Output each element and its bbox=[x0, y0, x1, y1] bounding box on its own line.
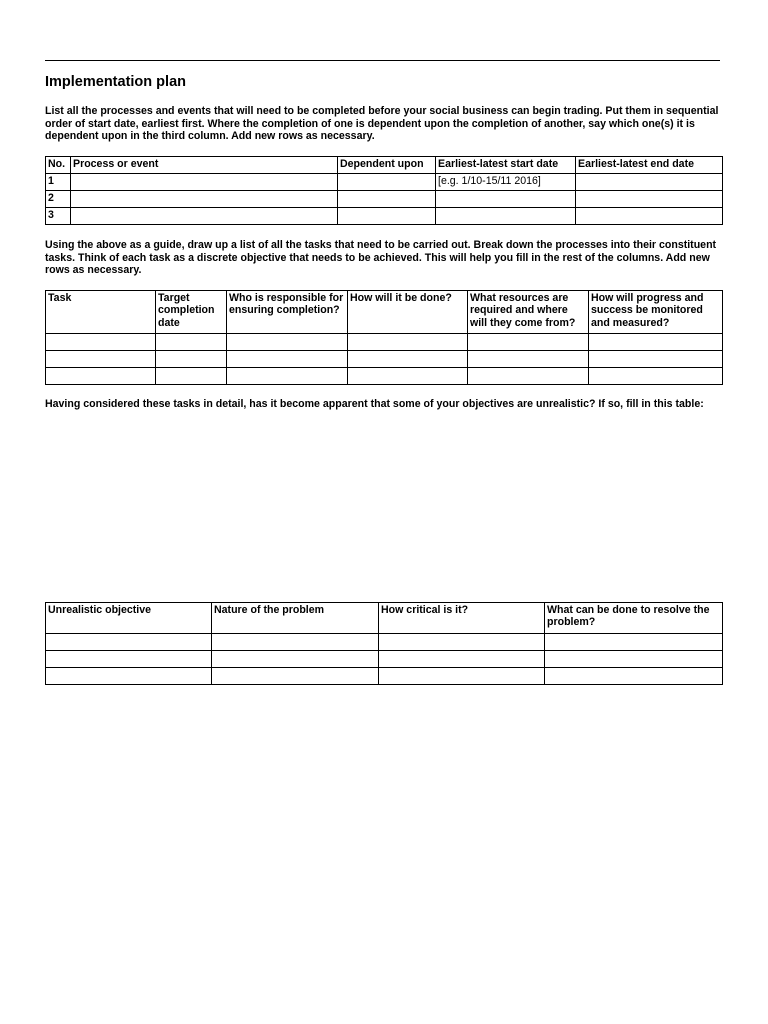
start-date-cell[interactable] bbox=[436, 191, 576, 208]
task-cell[interactable] bbox=[46, 351, 156, 368]
start-date-cell[interactable]: [e.g. 1/10-15/11 2016] bbox=[436, 174, 576, 191]
table-row bbox=[46, 191, 723, 208]
header-process-or-event: Process or event bbox=[71, 157, 338, 174]
table-row bbox=[46, 651, 723, 668]
objective-cell[interactable] bbox=[46, 651, 212, 668]
header-how-critical: How critical is it? bbox=[379, 603, 545, 634]
process-cell[interactable] bbox=[71, 174, 338, 191]
header-responsible: Who is responsible for ensuring completion? bbox=[227, 291, 348, 334]
monitoring-cell[interactable] bbox=[589, 351, 723, 368]
header-dependent-upon: Dependent upon bbox=[338, 157, 436, 174]
monitoring-cell[interactable] bbox=[589, 368, 723, 385]
end-date-cell[interactable] bbox=[576, 208, 723, 225]
end-date-cell[interactable] bbox=[576, 191, 723, 208]
problem-cell[interactable] bbox=[212, 668, 379, 685]
table-row bbox=[46, 208, 723, 225]
critical-cell[interactable] bbox=[379, 651, 545, 668]
monitoring-cell[interactable] bbox=[589, 334, 723, 351]
target-date-cell[interactable] bbox=[156, 351, 227, 368]
resources-cell[interactable] bbox=[468, 368, 589, 385]
header-resolution: What can be done to resolve the problem? bbox=[545, 603, 723, 634]
objective-cell[interactable] bbox=[46, 634, 212, 651]
dependent-cell[interactable] bbox=[338, 174, 436, 191]
header-resources: What resources are required and where will they come from? bbox=[468, 291, 589, 334]
how-done-cell[interactable] bbox=[348, 334, 468, 351]
responsible-cell[interactable] bbox=[227, 368, 348, 385]
resolution-cell[interactable] bbox=[545, 634, 723, 651]
header-end-date: Earliest-latest end date bbox=[576, 157, 723, 174]
row-number: 2 bbox=[46, 191, 71, 208]
top-rule bbox=[45, 60, 720, 61]
header-monitoring: How will progress and success be monitored and measured? bbox=[589, 291, 723, 334]
critical-cell[interactable] bbox=[379, 634, 545, 651]
unrealistic-objectives-table bbox=[45, 602, 723, 685]
task-cell[interactable] bbox=[46, 368, 156, 385]
header-how-done: How will it be done? bbox=[348, 291, 468, 334]
problem-cell[interactable] bbox=[212, 651, 379, 668]
process-events-table bbox=[45, 156, 723, 225]
table-row bbox=[46, 634, 723, 651]
page-title: Implementation plan bbox=[45, 74, 186, 90]
consider-paragraph: Having considered these tasks in detail, has it become apparent that some of your objectives are unrealistic? If so, fill in this table: bbox=[45, 398, 704, 410]
process-cell[interactable] bbox=[71, 191, 338, 208]
process-cell[interactable] bbox=[71, 208, 338, 225]
table-row bbox=[46, 334, 723, 351]
dependent-cell[interactable] bbox=[338, 191, 436, 208]
table-row bbox=[46, 174, 723, 191]
responsible-cell[interactable] bbox=[227, 334, 348, 351]
end-date-cell[interactable] bbox=[576, 174, 723, 191]
dependent-cell[interactable] bbox=[338, 208, 436, 225]
intro-paragraph: List all the processes and events that will need to be completed before your social business can begin trading. Put them in sequential order of start date, earliest first. Where the completion of one is dependent upon the completion of another, say which one(s) it is dependent upon in the third column. Add new rows as necessary. bbox=[45, 105, 719, 143]
target-date-cell[interactable] bbox=[156, 334, 227, 351]
responsible-cell[interactable] bbox=[227, 351, 348, 368]
table-row bbox=[46, 668, 723, 685]
table-row bbox=[46, 351, 723, 368]
header-unrealistic-objective: Unrealistic objective bbox=[46, 603, 212, 634]
how-done-cell[interactable] bbox=[348, 368, 468, 385]
resolution-cell[interactable] bbox=[545, 651, 723, 668]
objective-cell[interactable] bbox=[46, 668, 212, 685]
row-number: 3 bbox=[46, 208, 71, 225]
resources-cell[interactable] bbox=[468, 351, 589, 368]
table-row bbox=[46, 368, 723, 385]
tasks-table bbox=[45, 290, 723, 385]
row-number: 1 bbox=[46, 174, 71, 191]
guide-paragraph: Using the above as a guide, draw up a list of all the tasks that need to be carried out. Break down the processes into their constituent tasks. Think of each task as a discrete objective that needs to be achieved. This will help you fill in the rest of the columns. Add new rows as necessary. bbox=[45, 239, 717, 277]
header-target-date: Target completion date bbox=[156, 291, 227, 334]
how-done-cell[interactable] bbox=[348, 351, 468, 368]
target-date-cell[interactable] bbox=[156, 368, 227, 385]
start-date-cell[interactable] bbox=[436, 208, 576, 225]
resources-cell[interactable] bbox=[468, 334, 589, 351]
critical-cell[interactable] bbox=[379, 668, 545, 685]
header-nature-of-problem: Nature of the problem bbox=[212, 603, 379, 634]
problem-cell[interactable] bbox=[212, 634, 379, 651]
resolution-cell[interactable] bbox=[545, 668, 723, 685]
header-start-date: Earliest-latest start date bbox=[436, 157, 576, 174]
task-cell[interactable] bbox=[46, 334, 156, 351]
header-task: Task bbox=[46, 291, 156, 334]
header-no: No. bbox=[46, 157, 71, 174]
